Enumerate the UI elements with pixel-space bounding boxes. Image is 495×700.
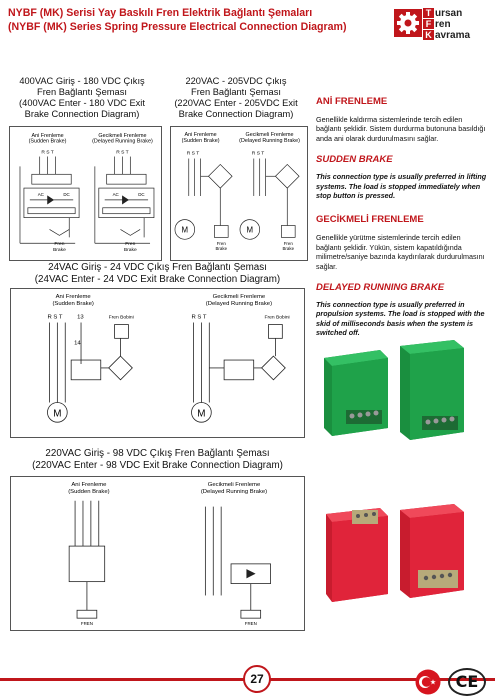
svg-text:AC: AC [112, 191, 119, 197]
diagram4-right-label: Gecikmeli Frenleme [207, 481, 261, 488]
svg-text:R S T: R S T [251, 151, 265, 157]
red-module-right [400, 504, 464, 598]
svg-text:(Sudden Brake): (Sudden Brake) [28, 138, 67, 145]
diagram1-left-label: Ani Frenleme [31, 132, 64, 139]
svg-text:Brake: Brake [282, 246, 295, 252]
sidebar-descriptions [316, 96, 488, 338]
svg-text:R S T: R S T [191, 314, 207, 321]
svg-text:M: M [181, 225, 189, 235]
svg-text:(Sudden Brake): (Sudden Brake) [181, 137, 220, 144]
svg-text:DC: DC [138, 191, 145, 197]
svg-text:FREN: FREN [244, 621, 257, 627]
diagram2-title: 220VAC - 205VDC Çıkış Fren Bağlantı Şeması (220VAC Enter - 205VDC Exit Brake Connection Diagram) [174, 76, 298, 119]
svg-text:(Delayed Running Brake): (Delayed Running Brake) [239, 137, 300, 144]
logo-line-3: K avrama [423, 30, 489, 41]
title-turkish: NYBF (MK) Serisi Yay Baskılı Fren Elektrik Bağlantı Şemaları [8, 7, 313, 19]
gecikmeli-frenleme-text: Genellikle yürütme sistemlerinde tercih edilen bağlantı şeklidir. Yükün, sistem kapatıldığında milimetre/saniye bazında kaydırılarak durdurulmasını sağlar. [316, 233, 485, 271]
company-logo [393, 6, 489, 54]
svg-text:AC: AC [37, 191, 44, 197]
title-english: (NYBF (MK) Series Spring Pressure Electrical Connection Diagram) [8, 21, 347, 33]
green-module-left [324, 350, 388, 436]
green-rectifier-modules-photo [318, 336, 486, 444]
logo-line-1: T ursan [423, 8, 489, 19]
red-module-left [326, 508, 388, 602]
diagram3-title: 24VAC Giriş - 24 VDC Çıkış Fren Bağlantı Şeması (24VAC Enter - 24 VDC Exit Brake Connection Diagram) [34, 262, 281, 285]
red-rectifier-modules-photo [322, 494, 488, 606]
svg-text:M: M [246, 225, 254, 235]
svg-text:(Sudden Brake): (Sudden Brake) [52, 300, 94, 307]
green-module-right [400, 340, 464, 440]
svg-text:Brake: Brake [52, 248, 66, 254]
svg-text:(Delayed Running Brake): (Delayed Running Brake) [200, 488, 268, 495]
svg-text:Fren Bobini: Fren Bobini [108, 315, 134, 321]
diagram4-schematic [10, 476, 305, 631]
svg-text:Fren Bobini: Fren Bobini [264, 315, 290, 321]
diagram3-left-label: Ani Frenleme [55, 293, 91, 300]
svg-text:Brake: Brake [123, 248, 137, 254]
diagram2-left-label: Ani Frenleme [184, 131, 217, 138]
ani-frenleme-heading: ANİ FRENLEME [316, 96, 388, 107]
svg-text:M: M [53, 408, 62, 420]
diagram1-title: 400VAC Giriş - 180 VDC Çıkış Fren Bağlantı Şeması (400VAC Enter - 180 VDC Exit Brake Connection Diagram) [19, 76, 145, 119]
svg-text:13: 13 [77, 314, 84, 321]
svg-text:R S T: R S T [41, 150, 54, 156]
diagram3-right-label: Gecikmeli Frenleme [212, 293, 266, 300]
diagram1-schematic [9, 126, 162, 261]
svg-text:14: 14 [74, 340, 81, 347]
delayed-brake-heading: DELAYED RUNNING BRAKE [316, 282, 445, 294]
svg-text:(Sudden Brake): (Sudden Brake) [68, 488, 110, 495]
ani-frenleme-text: Genellikle kaldırma sistemlerinde tercih edilen bağlantı şeklidir. Sistem durdurma butonuna basıldığı anda ani olarak durdurulmasını sağlar. [316, 115, 486, 143]
svg-text:(Delayed Running Brake): (Delayed Running Brake) [205, 300, 273, 307]
page-number: 27 [243, 665, 271, 693]
svg-text:M: M [197, 408, 206, 420]
svg-text:DC: DC [63, 191, 70, 197]
diagram2-schematic [170, 126, 308, 261]
svg-text:R S T: R S T [116, 150, 129, 156]
diagram2-right-label: Gecikmeli Frenleme [245, 131, 294, 138]
diagram4-left-label: Ani Frenleme [71, 481, 107, 488]
svg-text:Fren: Fren [125, 242, 136, 248]
svg-text:R S T: R S T [186, 151, 200, 157]
page-title [8, 6, 388, 34]
svg-text:FREN: FREN [80, 621, 93, 627]
diagram1-right-label: Gecikmeli Frenleme [98, 132, 147, 139]
delayed-brake-text: This connection type is usually preferred in propulsion systems. The load is stopped with the skid of milliseconds basis when the system is switched off. [316, 300, 485, 338]
diagram3-schematic [10, 288, 305, 438]
gear-logo-icon [393, 8, 423, 38]
sudden-brake-heading: SUDDEN BRAKE [316, 154, 393, 166]
turkish-flag-icon [412, 669, 444, 695]
svg-text:Fren: Fren [283, 241, 293, 247]
ce-mark-icon: CE [448, 668, 486, 696]
svg-text:(Delayed Running Brake): (Delayed Running Brake) [92, 138, 153, 145]
svg-text:R S T: R S T [47, 314, 63, 321]
svg-text:Fren: Fren [216, 241, 226, 247]
logo-line-2: F ren [423, 19, 489, 30]
gecikmeli-frenleme-heading: GECİKMELİ FRENLEME [316, 214, 424, 226]
svg-text:Brake: Brake [215, 246, 228, 252]
sudden-brake-text: This connection type is usually preferred in lifting systems. The load is stopped immediately when stop button is pressed. [316, 172, 487, 201]
svg-text:Fren: Fren [54, 242, 65, 248]
diagram4-title: 220VAC Giriş - 98 VDC Çıkış Fren Bağlantı Şeması (220VAC Enter - 98 VDC Exit Brake Connection Diagram) [32, 448, 283, 471]
